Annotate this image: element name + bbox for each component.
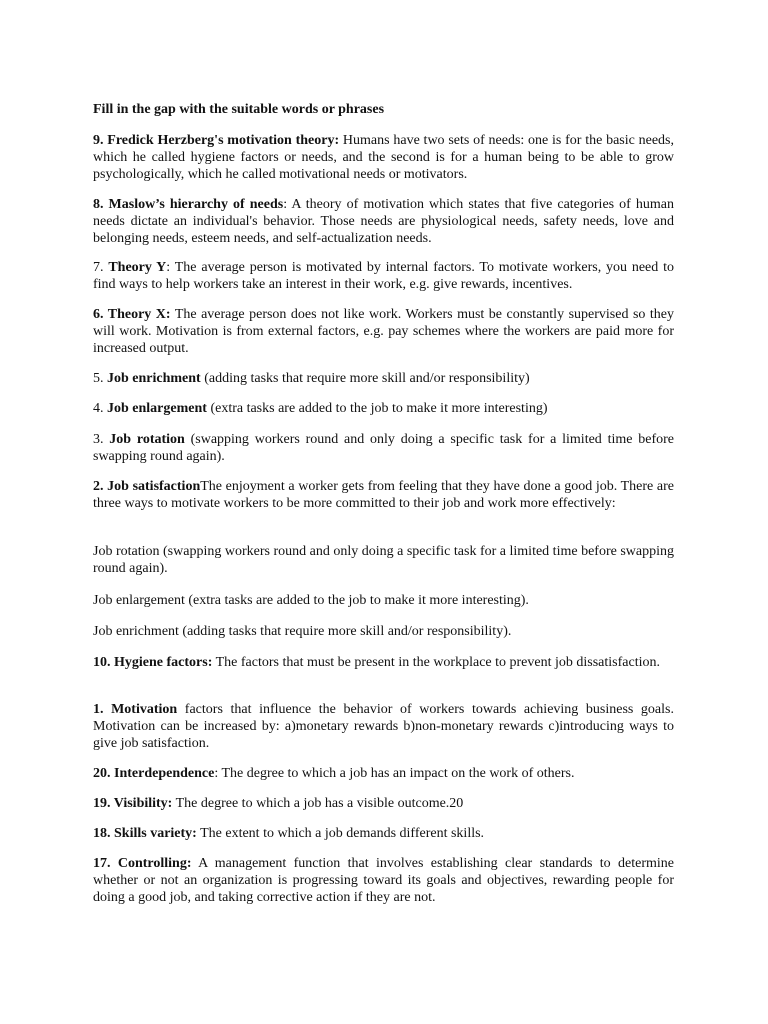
item-number: 7. xyxy=(93,260,109,275)
definition-job-enrichment xyxy=(93,370,674,387)
definition-controlling xyxy=(93,855,674,906)
definition-text: The factors that must be present in the workplace to prevent job dissatisfaction. xyxy=(212,655,660,670)
definition-text: (swapping workers round and only doing a specific task for a limited time before swapping round again). xyxy=(93,432,675,464)
term: Theory Y xyxy=(108,260,167,275)
definition-text: : The degree to which a job has an impact on the work of others. xyxy=(214,766,575,781)
definition-theory-x xyxy=(93,306,674,357)
term: 6. Theory X: xyxy=(93,307,171,322)
definition-text: : A theory of motivation which states that five categories of human needs dictate an individual's behavior. Those needs are physiological needs, safety needs, love and belonging needs, esteem needs, and self-actualization needs. xyxy=(93,197,674,246)
definition-text: The extent to which a job demands different skills. xyxy=(196,826,485,841)
term: 20. Interdependence xyxy=(93,766,215,781)
definition-text: A management function that involves establishing clear standards to determine whether or not an organization is progressing toward its goals and objectives, rewarding people for doing a good job, and taking corrective action if they are not. xyxy=(93,856,675,905)
paragraph-job-rotation: Job rotation (swapping workers round and only doing a specific task for a limited time before swapping round again). xyxy=(93,544,674,576)
definition-hygiene-factors xyxy=(93,654,674,671)
definition-visibility xyxy=(93,795,674,812)
term: Job enrichment xyxy=(107,371,201,386)
item-number: 4. xyxy=(93,401,107,416)
definition-maslow xyxy=(93,196,674,247)
definition-text: The average person does not like work. Workers must be constantly supervised so they will work. Motivation is from external factors, e.g. pay schemes where the workers are paid more for increased output. xyxy=(93,307,674,356)
term: 18. Skills variety: xyxy=(93,826,197,841)
definition-interdependence xyxy=(93,765,674,782)
definition-text: (adding tasks that require more skill and/or responsibility) xyxy=(200,371,530,386)
term: 17. Controlling: xyxy=(93,856,192,871)
term: 10. Hygiene factors: xyxy=(93,655,213,670)
term: 19. Visibility: xyxy=(93,796,173,811)
definition-skills-variety xyxy=(93,825,674,842)
term: 1. Motivation xyxy=(93,702,178,717)
definition-theory-y xyxy=(93,259,674,293)
item-number: 5. xyxy=(93,371,107,386)
page-heading: Fill in the gap with the suitable words or phrases xyxy=(93,102,385,117)
term: 9. Fredick Herzberg's motivation theory: xyxy=(93,133,340,148)
definition-motivation xyxy=(93,701,674,752)
term: 2. Job satisfaction xyxy=(93,479,201,494)
definition-job-rotation xyxy=(93,431,674,465)
paragraph-job-enrichment: Job enrichment (adding tasks that require more skill and/or responsibility). xyxy=(93,624,512,639)
item-number: 3. xyxy=(93,432,110,447)
term: Job rotation xyxy=(109,432,185,447)
term: 8. Maslow’s hierarchy of needs xyxy=(93,197,284,212)
definition-text: : The average person is motivated by internal factors. To motivate workers, you need to find ways to help workers take an interest in their work, e.g. give rewards, incentives. xyxy=(93,260,674,292)
definition-job-enlargement xyxy=(93,400,674,417)
definition-text: (extra tasks are added to the job to make it more interesting) xyxy=(206,401,548,416)
definition-job-satisfaction xyxy=(93,478,674,512)
term: Job enlargement xyxy=(107,401,207,416)
definition-text: Humans have two sets of needs: one is for the basic needs, which he called hygiene factors or needs, and the second is for a human being to be able to grow psychologically, which he called motivational needs or motivators. xyxy=(93,133,675,182)
definition-text: The enjoyment a worker gets from feeling that they have done a good job. There are three ways to motivate workers to be more committed to their job and work more effectively: xyxy=(93,479,674,511)
paragraph-job-enlargement: Job enlargement (extra tasks are added to the job to make it more interesting). xyxy=(93,593,529,608)
definition-text: The degree to which a job has a visible outcome.20 xyxy=(172,796,464,811)
definition-text: factors that influence the behavior of workers towards achieving business goals. Motivation can be increased by: a)monetary rewards b)non-monetary rewards c)introducing ways to give job satisfaction. xyxy=(93,702,674,751)
definition-herzberg xyxy=(93,132,674,183)
